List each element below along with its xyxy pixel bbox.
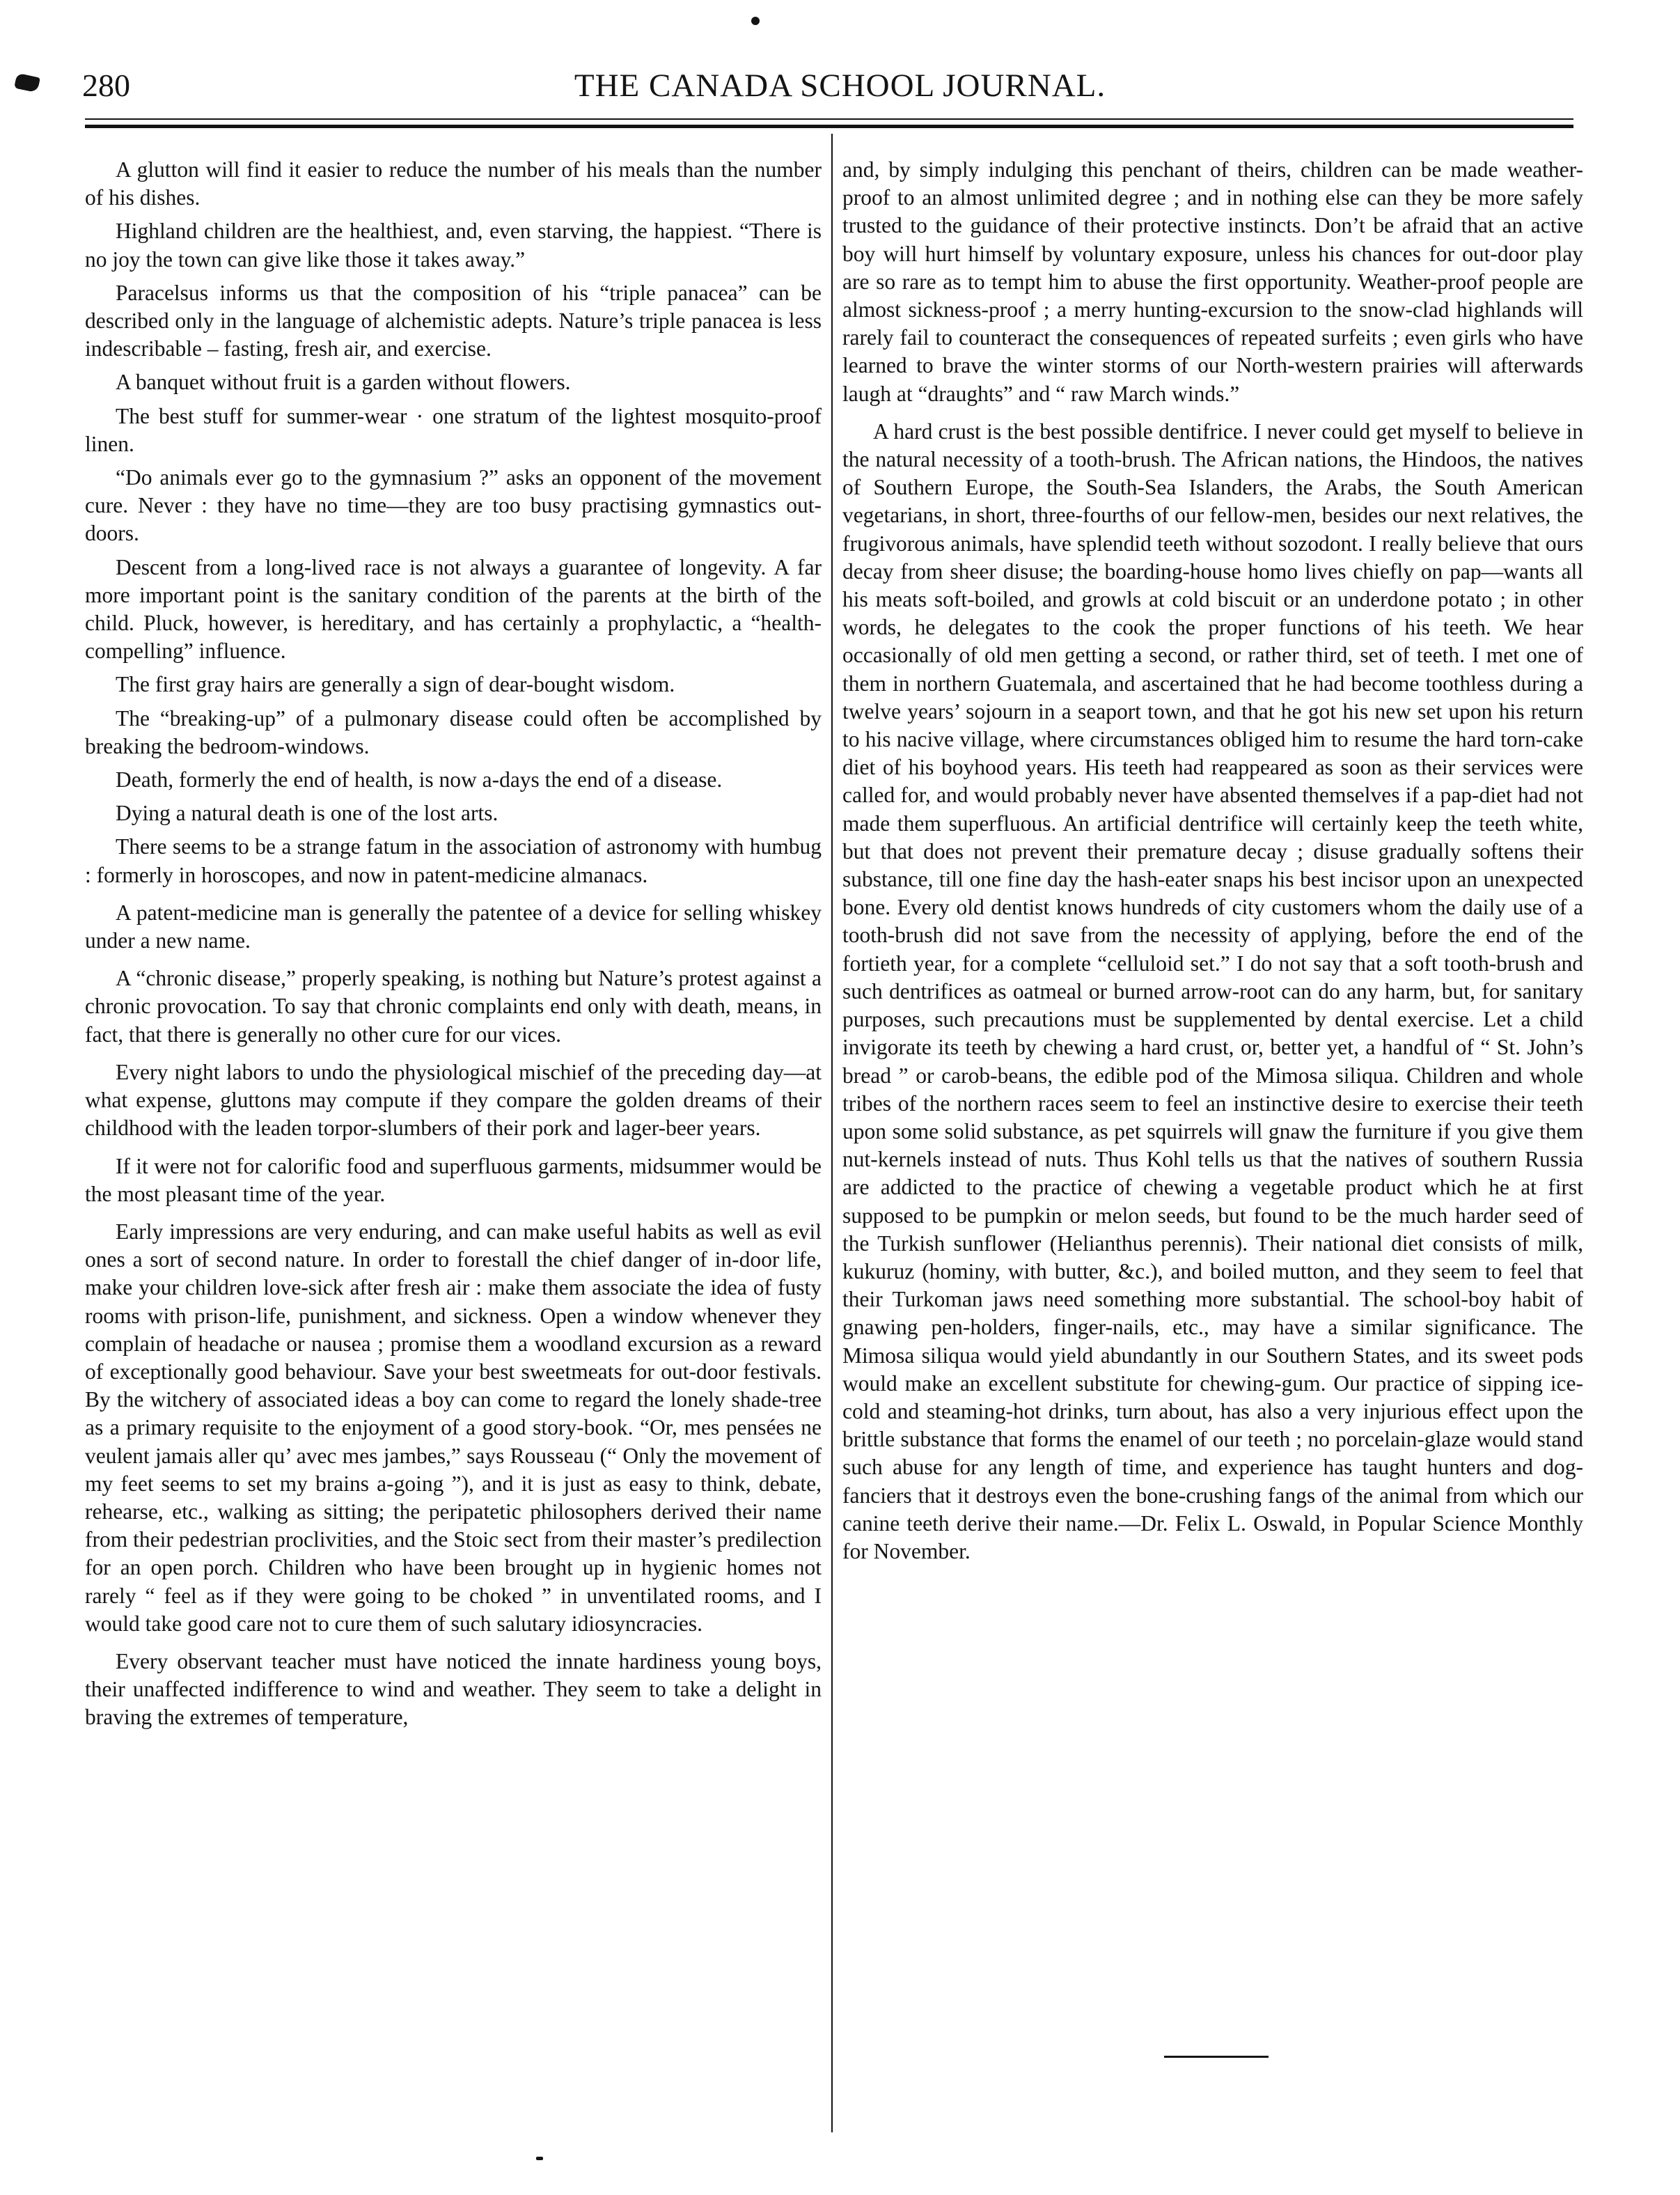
column-divider: [831, 134, 833, 2132]
journal-title: THE CANADA SCHOOL JOURNAL.: [574, 68, 1106, 104]
header-rule-thin: [85, 118, 1573, 120]
right-column: [842, 156, 1583, 1571]
paragraph: Early impressions are very enduring, and can make useful habits as well as evil ones a sort of second nature. In order to forestall the chief danger of in-door life, make your children love-sick after fresh air : make them associate the idea of fusty rooms with prison-life, punishment, and sickness. Open a window whenever they complain of headache or nausea ; promise them a woodland excursion as a reward of exceptionally good behaviour. Save your best sweetmeats for out-door festivals. By the witchery of associated ideas a boy can come to regard the lonely shade-tree as a primary requisite to the enjoyment of a good story-book. “Or, mes pensées ne veulent jamais aller qu’ avec mes jambes,” says Rousseau (“ Only the movement of my feet seems to set my brains a-going ”), and it is just as easy to think, debate, rehearse, etc., walking as sitting; the peripatetic philosophers derived their name from their pedestrian proclivities, and the Stoic sect from their master’s predilection for an open porch. Children who have been brought up in hygienic homes not rarely “ feel as if they were going to be choked ” in unventilated rooms, and I would take good care not to cure them of such salutary idiosyncracies.: [85, 1219, 822, 1636]
paragraph: The best stuff for summer-wear · one stratum of the lightest mosquito-proof linen.: [85, 403, 822, 456]
paragraph: A “chronic disease,” properly speaking, is nothing but Nature’s protest against a chronic provocation. To say that chronic complaints end only with death, means, in fact, that there is generally no other cure for our vices.: [85, 966, 822, 1047]
ink-speck: [751, 17, 760, 25]
paragraph: Every observant teacher must have noticed the innate hardiness young boys, their unaffected indifference to wind and weather. They seem to take a delight in braving the extremes of temperature,: [85, 1648, 822, 1730]
paragraph: There seems to be a strange fatum in the association of astronomy with humbug : formerly in horoscopes, and now in patent-medicine almanacs.: [85, 834, 822, 887]
page-number: 280: [82, 68, 130, 103]
paragraph: If it were not for calorific food and superfluous garments, midsummer would be the most pleasant time of the year.: [85, 1153, 822, 1206]
paragraph: and, by simply indulging this penchant of theirs, children can be made weather-proof to an almost unlimited degree ; and in nothing else can they be more safely trusted to the guidance of their protective instincts. Don’t be afraid that an active boy will hurt himself by voluntary exposure, unless his chances for out-door play are so rare as to tempt him to abuse the first opportunity. Weather-proof people are almost sickness-proof ; a merry hunting-excursion to the snow-clad highlands will rarely fail to counteract the consequences of repeated surfeits ; even girls who have learned to brave the winter storms of our North-western prairies will afterwards laugh at “draughts” and “ raw March winds.”: [842, 157, 1583, 406]
header-rule-thick: [85, 125, 1573, 128]
paragraph: Dying a natural death is one of the lost arts.: [116, 801, 498, 826]
paragraph: Death, formerly the end of health, is now a-days the end of a disease.: [116, 767, 723, 792]
paragraph: The “breaking-up” of a pulmonary disease could often be accomplished by breaking the bedroom-windows.: [85, 705, 822, 758]
paragraph: Paracelsus informs us that the composition of his “triple panacea” can be described only in the language of alchemistic adepts. Nature’s triple panacea is less indescribable – fasting, fresh air, and exercise.: [85, 280, 822, 361]
paragraph: The first gray hairs are generally a sign of dear-bought wisdom.: [116, 672, 675, 697]
paragraph: A patent-medicine man is generally the patentee of a device for selling whiskey under a new name.: [85, 900, 822, 953]
paragraph: Every night labors to undo the physiological mischief of the preceding day—at what expense, gluttons may compute if they compare the golden dreams of their childhood with the leaden torpor-slumbers of their pork and lager-beer years.: [85, 1059, 822, 1141]
paragraph: Highland children are the healthiest, and, even starving, the happiest. “There is no joy the town can give like those it takes away.”: [85, 219, 822, 272]
article-end-rule: [1164, 2056, 1269, 2058]
left-column: [85, 156, 822, 1737]
paragraph: “Do animals ever go to the gymnasium ?” asks an opponent of the movement cure. Never : they have no time—they are too busy practising gymnastics out-doors.: [85, 465, 822, 546]
paragraph: A banquet without fruit is a garden without flowers.: [116, 370, 571, 395]
paragraph: A glutton will find it easier to reduce the number of his meals than the number of his dishes.: [85, 157, 822, 210]
paragraph: Descent from a long-lived race is not always a guarantee of longevity. A far more important point is the sanitary condition of the parents at the birth of the child. Pluck, however, is hereditary, and has certainly a prophylactic, a “health-compelling” influence.: [85, 554, 822, 664]
paragraph: A hard crust is the best possible dentifrice. I never could get myself to believe in the natural necessity of a tooth-brush. The African nations, the Hindoos, the natives of Southern Europe, the South-Sea Islanders, the Arabs, the South American vegetarians, in short, three-fourths of our fellow-men, besides our next relatives, the frugivorous animals, have splendid teeth without sozodont. I really believe that ours decay from sheer disuse; the boarding-house homo lives chiefly on pap—wants all his meats soft-boiled, and growls at cold biscuit or an underdone potato ; in other words, he delegates to the cook the proper functions of his teeth. We hear occasionally of old men getting a second, or rather third, set of teeth. I met one of them in northern Guatemala, and ascertained that he had become toothless during a twelve years’ sojourn in a seaport town, and that he got his new set upon his return to his nacive village, where circumstances obliged him to resume the hard torn-cake diet of his boyhood years. His teeth had reappeared as soon as their services were called for, and would probably never have absented themselves if a pap-diet had not made them superfluous. An artificial dentrifice will certainly keep the teeth white, but that does not prevent their premature decay ; disuse gradually softens their substance, till one fine day the hash-eater snaps his best incisor upon an unexpected bone. Every old dentist knows hundreds of city customers whom the daily use of a tooth-brush did not save from the necessity of applying, before the end of the fortieth year, for a complete “celluloid set.” I do not say that a soft tooth-brush and such dentrifices as oatmeal or burned arrow-root can do any harm, but, for sanitary purposes, such precautions must be supplemented by dental exercise. Let a child invigorate its teeth by chewing a hard crust, or, better yet, a handful of “ St. John’s bread ” or carob-beans, the edible pod of the Mimosa siliqua. Children and whole tribes of the northern races seem to feel an instinctive desire to exercise their teeth upon some solid substance, as pet squirrels will gnaw the furniture if you give them nut-kernels instead of nuts. Thus Kohl tells us that the natives of southern Russia are addicted to the practice of chewing a vegetable product which he at first supposed to be pumpkin or melon seeds, but found to be the much harder seed of the Turkish sunflower (Helianthus perennis). Their national diet consists of milk, kukuruz (hominy, with butter, &c.), and boiled mutton, and they seem to feel that their Turkoman jaws need something more substantial. The school-boy habit of gnawing pen-holders, finger-nails, etc., may have a similar significance. The Mimosa siliqua would yield abundantly in our Southern States, and its sweet pods would make an excellent substitute for chewing-gum. Our practice of sipping ice-cold and steaming-hot drinks, turn about, has also a very injurious effect upon the brittle substance that forms the enamel of our teeth ; no porcelain-glaze would stand such abuse for any length of time, and experience has taught hunters and dog-fanciers that it destroys even the bone-crushing fangs of the animal from which our canine teeth derive their name.—Dr. Felix L. Oswald, in Popular Science Monthly for November.: [842, 419, 1583, 1563]
ink-speck: [536, 2157, 543, 2160]
